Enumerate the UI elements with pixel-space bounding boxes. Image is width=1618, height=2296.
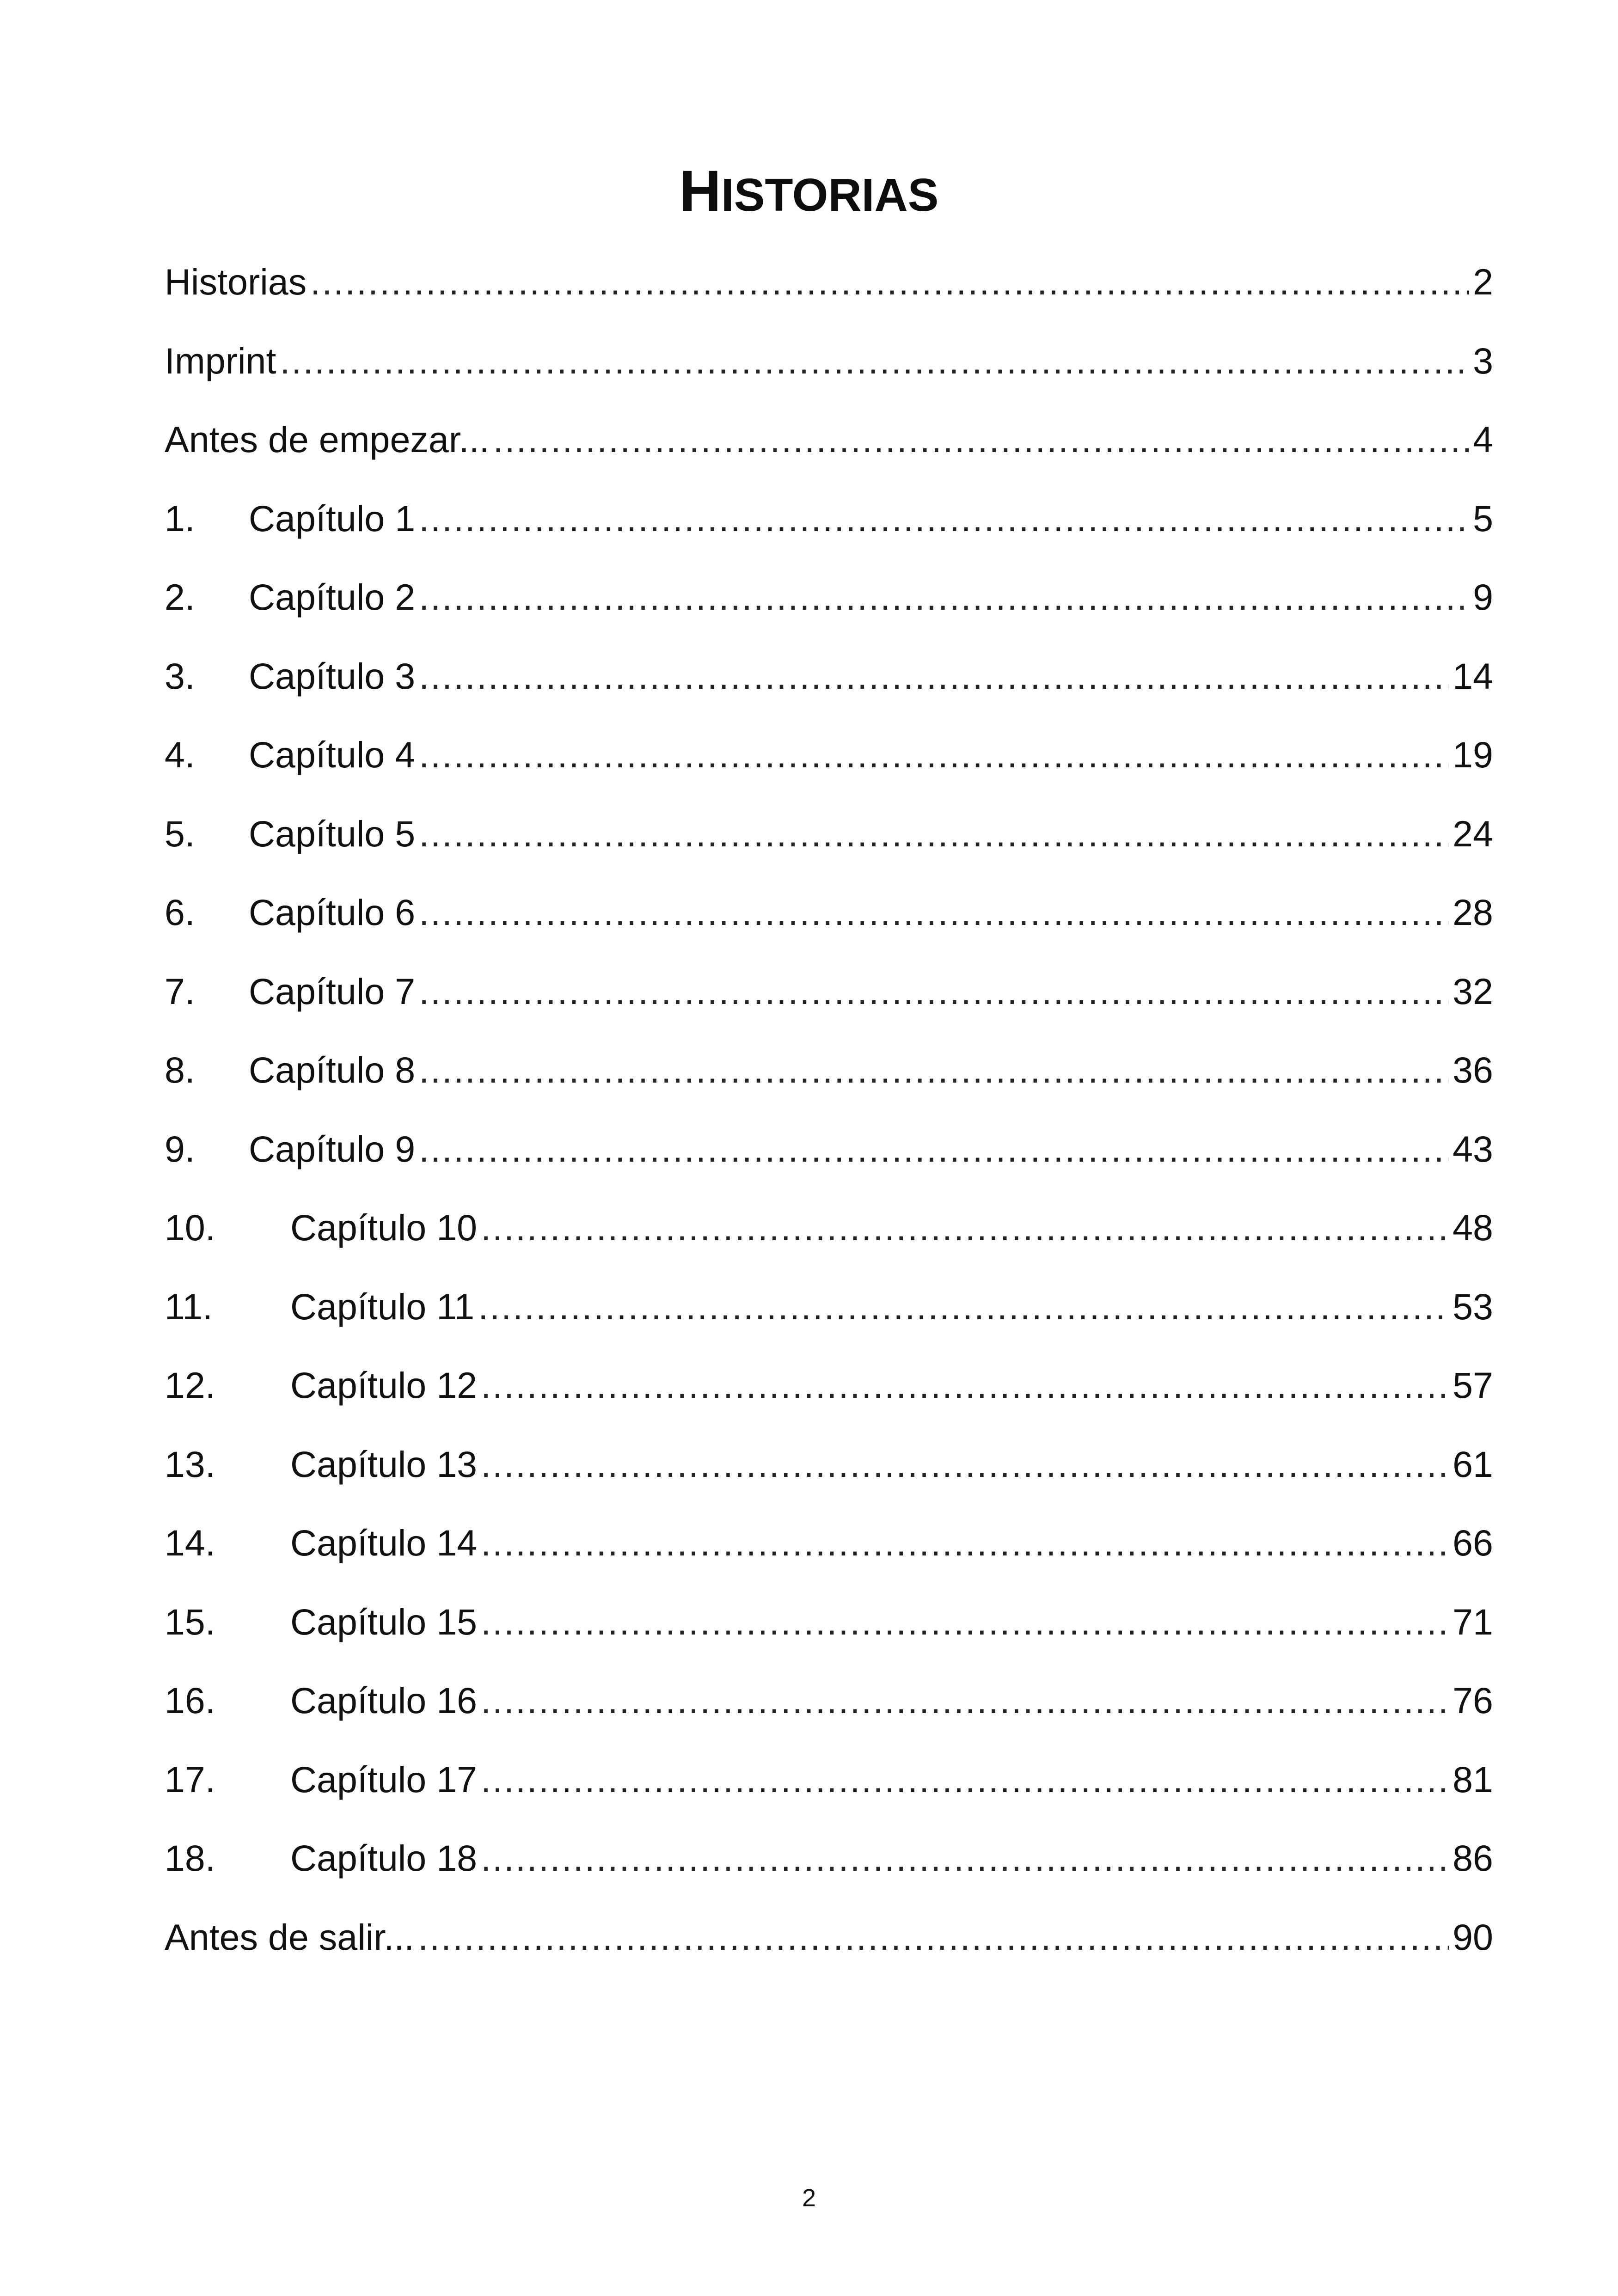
toc-entry-label: Historias <box>165 261 307 302</box>
toc-entry-number: 10. <box>165 1207 215 1248</box>
toc-entry-number: 9. <box>165 1128 195 1169</box>
toc-entry-label: Capítulo 11 <box>290 1286 475 1327</box>
toc-entry-number: 17. <box>165 1758 215 1800</box>
toc-entry-number: 3. <box>165 655 195 697</box>
title-small-caps: ISTORIAS <box>721 169 939 221</box>
toc-dot-leader <box>481 1513 1449 1573</box>
toc-dot-leader <box>481 1828 1449 1888</box>
toc-page-number: 2 <box>1473 261 1493 302</box>
toc-page-number: 9 <box>1473 576 1493 618</box>
toc-page-number: 76 <box>1453 1680 1493 1721</box>
toc-entry-label: Capítulo 8 <box>249 1049 416 1090</box>
toc-dot-leader <box>419 1119 1449 1179</box>
page-number: 2 <box>802 2184 816 2212</box>
toc-entry-label: Capítulo 3 <box>249 655 416 697</box>
toc-entry-capitulo-17[interactable] <box>165 1750 1493 1829</box>
toc-entry-capitulo-3[interactable] <box>165 646 1493 725</box>
toc-page-number: 53 <box>1453 1286 1493 1327</box>
toc-page-number: 57 <box>1453 1365 1493 1406</box>
toc-entry-imprint[interactable] <box>165 331 1493 410</box>
toc-dot-leader <box>478 1277 1449 1337</box>
toc-dot-leader <box>419 725 1449 785</box>
toc-page-number: 36 <box>1453 1049 1493 1090</box>
toc-entry-capitulo-13[interactable] <box>165 1434 1493 1513</box>
toc-page-number: 5 <box>1473 497 1493 539</box>
toc-dot-leader <box>481 1355 1449 1415</box>
toc-page-number: 61 <box>1453 1443 1493 1485</box>
toc-dot-leader <box>419 882 1449 943</box>
toc-entry-label: Antes de empezar... <box>165 419 490 460</box>
toc-entry-capitulo-15[interactable] <box>165 1592 1493 1671</box>
toc-entry-capitulo-4[interactable] <box>165 725 1493 804</box>
toc-page-number: 66 <box>1453 1522 1493 1563</box>
toc-entry-capitulo-7[interactable] <box>165 961 1493 1041</box>
toc-entry-capitulo-9[interactable] <box>165 1119 1493 1198</box>
toc-dot-leader <box>280 331 1469 391</box>
toc-entry-label: Capítulo 10 <box>290 1207 478 1248</box>
toc-page-number: 3 <box>1473 340 1493 381</box>
toc-entry-capitulo-16[interactable] <box>165 1671 1493 1750</box>
toc-entry-number: 13. <box>165 1443 215 1485</box>
toc-entry-number: 14. <box>165 1522 215 1563</box>
toc-entry-label: Capítulo 9 <box>249 1128 416 1169</box>
toc-dot-leader <box>419 646 1449 706</box>
toc-entry-antes-de-empezar[interactable] <box>165 410 1493 489</box>
toc-dot-leader <box>419 1040 1449 1100</box>
toc-page-number: 48 <box>1453 1207 1493 1248</box>
toc-page-number: 28 <box>1453 892 1493 933</box>
toc-page-number: 4 <box>1473 419 1493 460</box>
toc-entry-label: Imprint <box>165 340 276 381</box>
toc-entry-capitulo-6[interactable] <box>165 882 1493 961</box>
toc-dot-leader <box>481 1592 1449 1652</box>
toc-entry-label: Capítulo 18 <box>290 1837 478 1879</box>
toc-entry-number: 12. <box>165 1365 215 1406</box>
toc-page-number: 32 <box>1453 970 1493 1012</box>
toc-entry-number: 18. <box>165 1837 215 1879</box>
toc-entry-capitulo-14[interactable] <box>165 1513 1493 1592</box>
toc-entry-number: 2. <box>165 576 195 618</box>
toc-entry-label: Capítulo 13 <box>290 1443 478 1485</box>
toc-dot-leader <box>481 1750 1449 1810</box>
toc-entry-historias[interactable] <box>165 252 1493 331</box>
toc-dot-leader <box>481 1198 1449 1258</box>
title-initial: H <box>679 159 721 223</box>
toc-entry-label: Antes de salir... <box>165 1916 415 1958</box>
toc-entry-label: Capítulo 4 <box>249 734 416 775</box>
toc-page-number: 81 <box>1453 1758 1493 1800</box>
toc-dot-leader <box>419 489 1469 549</box>
toc-entry-capitulo-11[interactable] <box>165 1277 1493 1356</box>
toc-entry-number: 15. <box>165 1601 215 1642</box>
toc-page-number: 19 <box>1453 734 1493 775</box>
toc-entry-capitulo-18[interactable] <box>165 1828 1493 1907</box>
toc-entry-capitulo-1[interactable] <box>165 489 1493 568</box>
toc-entry-number: 6. <box>165 892 195 933</box>
toc-page-number: 90 <box>1453 1916 1493 1958</box>
toc-dot-leader <box>310 252 1469 312</box>
toc-page-number: 86 <box>1453 1837 1493 1879</box>
toc-entry-label: Capítulo 7 <box>249 970 416 1012</box>
toc-entry-label: Capítulo 17 <box>290 1758 478 1800</box>
toc-entry-number: 7. <box>165 970 195 1012</box>
table-of-contents <box>165 252 1493 1986</box>
toc-dot-leader <box>493 410 1469 470</box>
toc-dot-leader <box>481 1434 1449 1494</box>
toc-entry-capitulo-12[interactable] <box>165 1355 1493 1434</box>
toc-entry-number: 16. <box>165 1680 215 1721</box>
page-title <box>0 157 1618 230</box>
toc-entry-capitulo-10[interactable] <box>165 1198 1493 1277</box>
toc-entry-capitulo-8[interactable] <box>165 1040 1493 1119</box>
toc-entry-number: 8. <box>165 1049 195 1090</box>
toc-entry-label: Capítulo 6 <box>249 892 416 933</box>
toc-entry-antes-de-salir[interactable] <box>165 1907 1493 1986</box>
toc-dot-leader <box>418 1907 1449 1967</box>
toc-entry-capitulo-5[interactable] <box>165 804 1493 883</box>
toc-page-number: 43 <box>1453 1128 1493 1169</box>
toc-entry-label: Capítulo 5 <box>249 813 416 854</box>
toc-entry-label: Capítulo 14 <box>290 1522 478 1563</box>
toc-page-number: 71 <box>1453 1601 1493 1642</box>
toc-dot-leader <box>419 804 1449 864</box>
toc-entry-capitulo-2[interactable] <box>165 567 1493 646</box>
toc-entry-number: 4. <box>165 734 195 775</box>
toc-entry-label: Capítulo 2 <box>249 576 416 618</box>
toc-entry-label: Capítulo 15 <box>290 1601 478 1642</box>
toc-entry-label: Capítulo 12 <box>290 1365 478 1406</box>
toc-entry-number: 5. <box>165 813 195 854</box>
toc-dot-leader <box>481 1671 1449 1731</box>
toc-dot-leader <box>419 567 1469 627</box>
toc-entry-label: Capítulo 1 <box>249 497 416 539</box>
toc-dot-leader <box>419 961 1449 1022</box>
toc-entry-number: 11. <box>165 1286 213 1327</box>
toc-entry-label: Capítulo 16 <box>290 1680 478 1721</box>
toc-entry-number: 1. <box>165 497 195 539</box>
toc-page-number: 24 <box>1453 813 1493 854</box>
toc-page-number: 14 <box>1453 655 1493 697</box>
